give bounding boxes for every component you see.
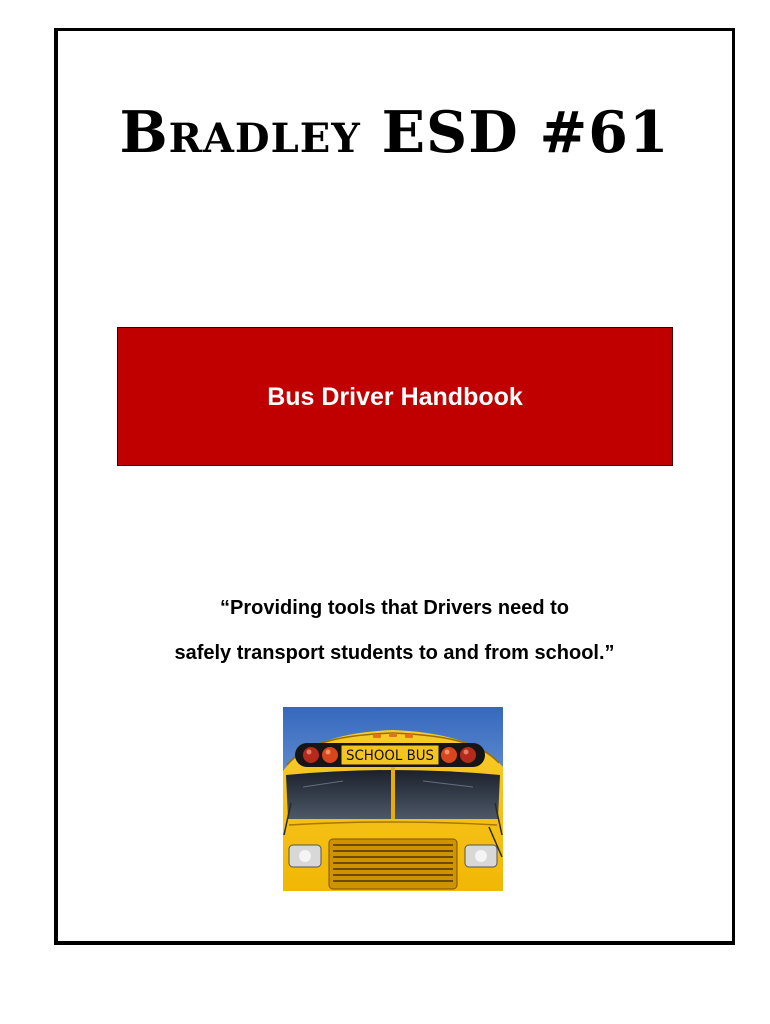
handbook-banner [117,327,673,466]
grille-slats [333,845,453,881]
sign-text: SCHOOL BUS [346,748,435,764]
tagline-line-1: “Providing tools that Drivers need to [220,597,569,619]
school-bus-illustration [283,707,503,891]
tagline-quote [54,586,735,676]
windshield-divider [391,767,395,819]
banner-title: Bus Driver Handbook [267,382,523,411]
tagline-line-2: safely transport students to and from school.” [174,642,615,664]
document-title: Bradley ESD #61 [119,99,670,166]
school-bus-photo [283,707,503,891]
